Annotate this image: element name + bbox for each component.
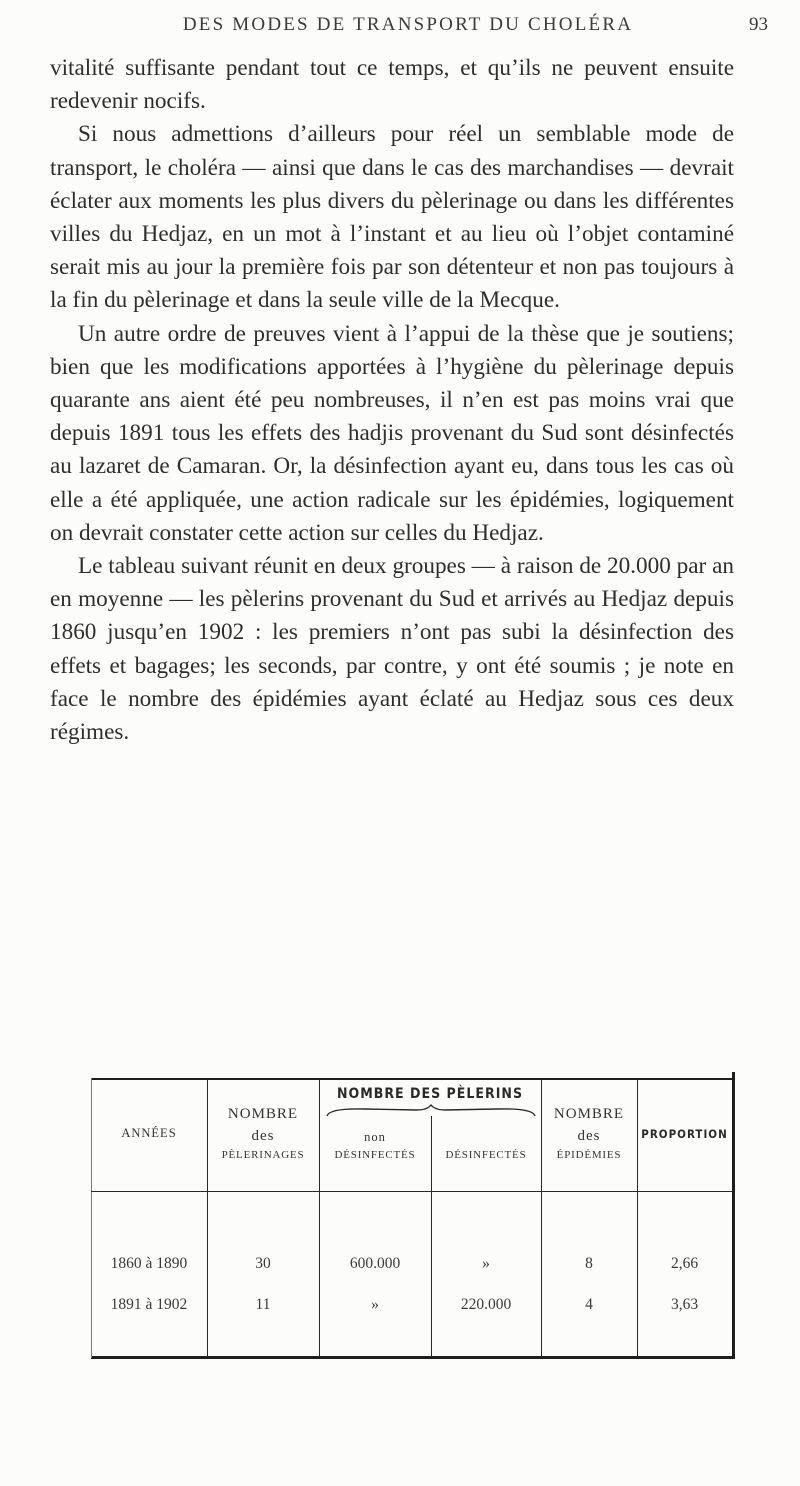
- running-head: [88, 14, 768, 44]
- row2-proportion: 3,63: [670, 1296, 699, 1313]
- row2-annees: 1891 à 1902: [110, 1296, 188, 1313]
- column-divider: [637, 1080, 638, 1356]
- page-number: 93: [749, 14, 768, 35]
- header-nombre-pelerinages-des: des: [251, 1128, 275, 1144]
- header-rule: [91, 1191, 733, 1192]
- header-nombre-pelerinages: NOMBRE: [227, 1106, 299, 1122]
- table-left-border: [91, 1078, 92, 1358]
- row1-proportion: 2,66: [670, 1255, 699, 1272]
- header-nombre-pelerins: NOMBRE DES PÈLERINS: [336, 1086, 524, 1102]
- row1-epidemies: 8: [585, 1255, 593, 1272]
- paragraph: Le tableau suivant réunit en deux groupes — à raison de 20.000 par an en moyenne — les pèlerins provenant du Sud et arrivés au Hedjaz depuis 1860 jusqu’en 1902 : les premiers n’ont pas subi la désinfection des effets et bagages; les seconds, par contre, y ont été soumis ; je note en face le nombre des épidémies ayant éclaté au Hedjaz sous ces deux régimes.: [50, 553, 734, 746]
- header-annees: ANNÉES: [121, 1126, 177, 1140]
- paragraph: Un autre ordre de preuves vient à l’appui de la thèse que je soutiens; bien que les modifications apportées à l’hygiène du pèlerinage depuis quarante ans aient été peu nombreuses, il n’en est pas moins vrai que depuis 1891 tous les effets des hadjis provenant du Sud sont désinfectés au lazaret de Camaran. Or, la désinfection ayant eu, dans tous les cas où elle a été appliquée, une action radicale sur les épidémies, logiquement on devrait constater cette action sur celles du Hedjaz.: [50, 320, 734, 546]
- body-text: [50, 52, 734, 749]
- table-right-border: [732, 1072, 735, 1359]
- statistics-table: [91, 1078, 735, 1364]
- row2-non-desinfectes: »: [371, 1296, 379, 1313]
- header-non-desinfectes-non: non: [364, 1130, 386, 1144]
- row2-desinfectes: 220.000: [460, 1296, 512, 1313]
- row1-annees: 1860 à 1890: [110, 1255, 188, 1272]
- running-title: DES MODES DE TRANSPORT DU CHOLÉRA: [182, 14, 634, 35]
- row1-non-desinfectes: 600.000: [349, 1255, 401, 1272]
- header-nombre-epidemies: NOMBRE: [553, 1106, 625, 1122]
- row2-pelerinages: 11: [255, 1296, 271, 1313]
- header-nombre-epidemies-label: ÉPIDÉMIES: [556, 1149, 622, 1161]
- column-divider: [319, 1080, 320, 1356]
- row2-epidemies: 4: [585, 1296, 593, 1313]
- paragraph-continued: vitalité suffisante pendant tout ce temps, et qu’ils ne peuvent ensuite redevenir nocifs.: [50, 55, 734, 115]
- header-non-desinfectes: DÉSINFECTÉS: [334, 1149, 416, 1161]
- table-top-border: [91, 1078, 735, 1080]
- header-desinfectes: DÉSINFECTÉS: [445, 1149, 527, 1161]
- paragraph: Si nous admettions d’ailleurs pour réel un semblable mode de transport, le choléra — ainsi que dans le cas des marchandises — devrait éclater aux moments les plus divers du pèlerinage ou dans les différentes villes du Hedjaz, en un mot à l’instant et au lieu où l’objet contaminé serait mis au jour la première fois par son détenteur et non pas toujours à la fin du pèlerinage et dans la seule ville de la Mecque.: [50, 121, 734, 314]
- row1-pelerinages: 30: [255, 1255, 271, 1272]
- header-brace: [325, 1104, 537, 1118]
- row1-desinfectes: »: [482, 1255, 490, 1272]
- table-bottom-border: [91, 1356, 735, 1359]
- header-nombre-pelerinages-label: PÈLERINAGES: [221, 1149, 305, 1161]
- header-nombre-epidemies-des: des: [577, 1128, 601, 1144]
- header-proportion: PROPORTION: [641, 1127, 728, 1141]
